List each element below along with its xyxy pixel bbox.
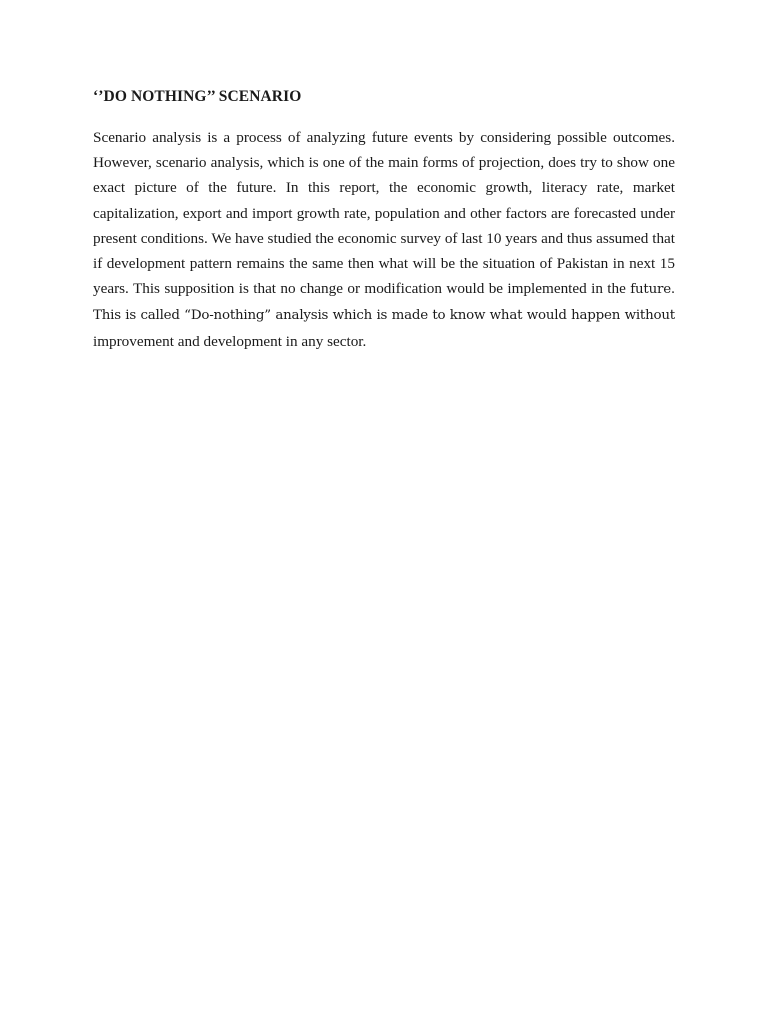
paragraph-part-4: improvement and development in any sector. — [93, 332, 367, 350]
body-paragraph — [93, 125, 675, 354]
paragraph-part-2: In this report, the economic growth, literacy rate, market capitalization, export and import growth rate, population and other factors are forecasted under present conditions. We have studied the economic survey of last 10 years and thus assumed that if development pattern remains the same then what will be the situation of Pakistan in next 15 years. This supposition is that no change or modification would be implemented in the — [93, 179, 676, 298]
section-heading: ‘’DO NOTHING’’ SCENARIO — [93, 88, 302, 105]
paragraph-part-1: Scenario analysis is a process of analyzing future events by considering possible outcomes. However, scenario analysis, which is one of the main forms of projection, does try to show one exact picture of the future. — [93, 129, 675, 197]
paragraph-part-3: future. This is called “Do-nothing” analysis which is made to know what would happen without — [93, 282, 675, 324]
document-content — [93, 86, 675, 354]
